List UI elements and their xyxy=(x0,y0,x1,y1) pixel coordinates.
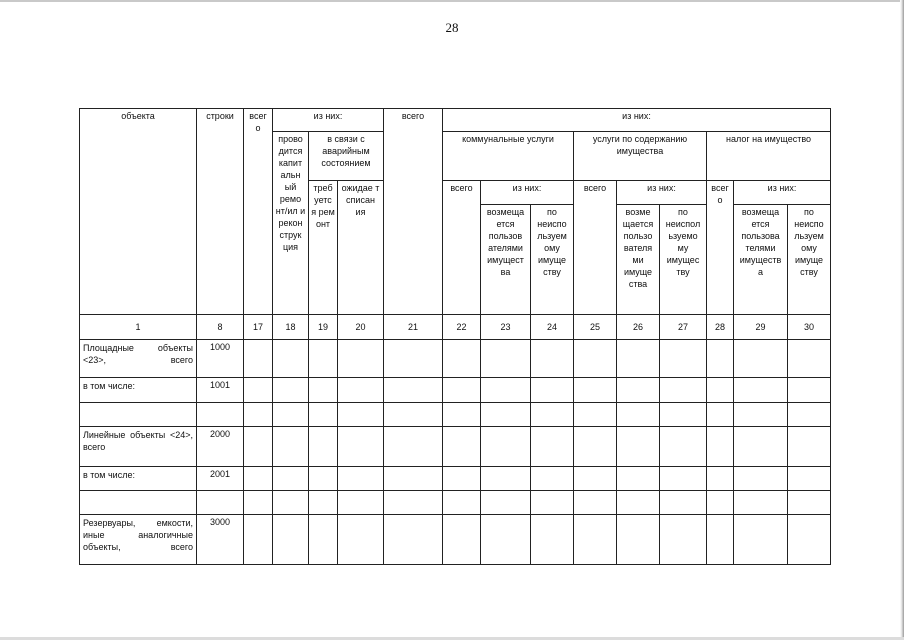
column-number: 26 xyxy=(617,315,660,340)
header-overhaul: прово дится капит альн ый ремо нт/ил и рекон струк ция xyxy=(273,132,309,315)
row-code: 2001 xyxy=(197,467,244,491)
column-number: 21 xyxy=(384,315,443,340)
row-label: Площадные объекты <23>, всего xyxy=(80,340,197,378)
header-reimbursed-29: возмеща ется пользова телями имуществ а xyxy=(734,205,788,315)
header-object: объекта xyxy=(80,109,197,315)
header-maintenance: услуги по содержанию имущества xyxy=(574,132,707,181)
header-total-17: всег о xyxy=(244,109,273,315)
row-label: Линейные объекты <24>, всего xyxy=(80,427,197,467)
table-row xyxy=(80,427,831,467)
column-number: 30 xyxy=(788,315,831,340)
header-property-tax: налог на имущество xyxy=(707,132,831,181)
header-of-them-26-27: из них: xyxy=(617,181,707,205)
column-number: 18 xyxy=(273,315,309,340)
header-total-28: всег о xyxy=(707,181,734,315)
row-code: 2000 xyxy=(197,427,244,467)
table-row xyxy=(80,467,831,491)
column-number: 28 xyxy=(707,315,734,340)
row-code: 1001 xyxy=(197,378,244,403)
column-number: 20 xyxy=(338,315,384,340)
header-unused-24: по неиспо льзуем ому имуще ству xyxy=(531,205,574,315)
header-awaiting-writeoff: ожидае т списан ия xyxy=(338,181,384,315)
header-reimbursed-26: возме щается пользо вателя ми имуще ства xyxy=(617,205,660,315)
header-unused-30: по неиспо льзуем ому имуще ству xyxy=(788,205,831,315)
row-label: в том числе: xyxy=(80,378,197,403)
table-row xyxy=(80,491,831,515)
column-number: 17 xyxy=(244,315,273,340)
row-code: 3000 xyxy=(197,515,244,565)
header-repair-required: треб уетс я рем онт xyxy=(309,181,338,315)
column-number: 29 xyxy=(734,315,788,340)
column-number: 19 xyxy=(309,315,338,340)
column-number: 27 xyxy=(660,315,707,340)
column-number: 8 xyxy=(197,315,244,340)
header-unused-27: по неиспол ьзуемо му имущес тву xyxy=(660,205,707,315)
column-number: 22 xyxy=(443,315,481,340)
page-number: 28 xyxy=(445,20,459,35)
header-reimbursed-23: возмеща ется пользов ателями имущест ва xyxy=(481,205,531,315)
row-label xyxy=(80,491,197,515)
column-number: 25 xyxy=(574,315,617,340)
row-label: Резервуары, емкости, иные аналогичные объекты, всего xyxy=(80,515,197,565)
header-of-them-22-30: из них: xyxy=(443,109,831,132)
header-total-22: всего xyxy=(443,181,481,315)
column-number: 24 xyxy=(531,315,574,340)
table-row xyxy=(80,340,831,378)
row-code xyxy=(197,491,244,515)
header-of-them-29-30: из них: xyxy=(734,181,831,205)
table-row xyxy=(80,378,831,403)
row-label xyxy=(80,403,197,427)
header-emergency: в связи с аварийным состоянием xyxy=(309,132,384,181)
header-utilities: коммунальные услуги xyxy=(443,132,574,181)
header-total-21: всего xyxy=(384,109,443,315)
header-row-code: строки xyxy=(197,109,244,315)
row-code: 1000 xyxy=(197,340,244,378)
column-number: 23 xyxy=(481,315,531,340)
scan-edge-top xyxy=(0,0,904,2)
header-of-them-18-20: из них: xyxy=(273,109,384,132)
scan-edge-right xyxy=(900,0,904,640)
row-label: в том числе: xyxy=(80,467,197,491)
column-number-row xyxy=(80,315,831,340)
table-row xyxy=(80,403,831,427)
header-of-them-23-24: из них: xyxy=(481,181,574,205)
row-code xyxy=(197,403,244,427)
column-number: 1 xyxy=(80,315,197,340)
header-total-25: всего xyxy=(574,181,617,315)
report-table xyxy=(79,108,831,565)
table-row xyxy=(80,515,831,565)
